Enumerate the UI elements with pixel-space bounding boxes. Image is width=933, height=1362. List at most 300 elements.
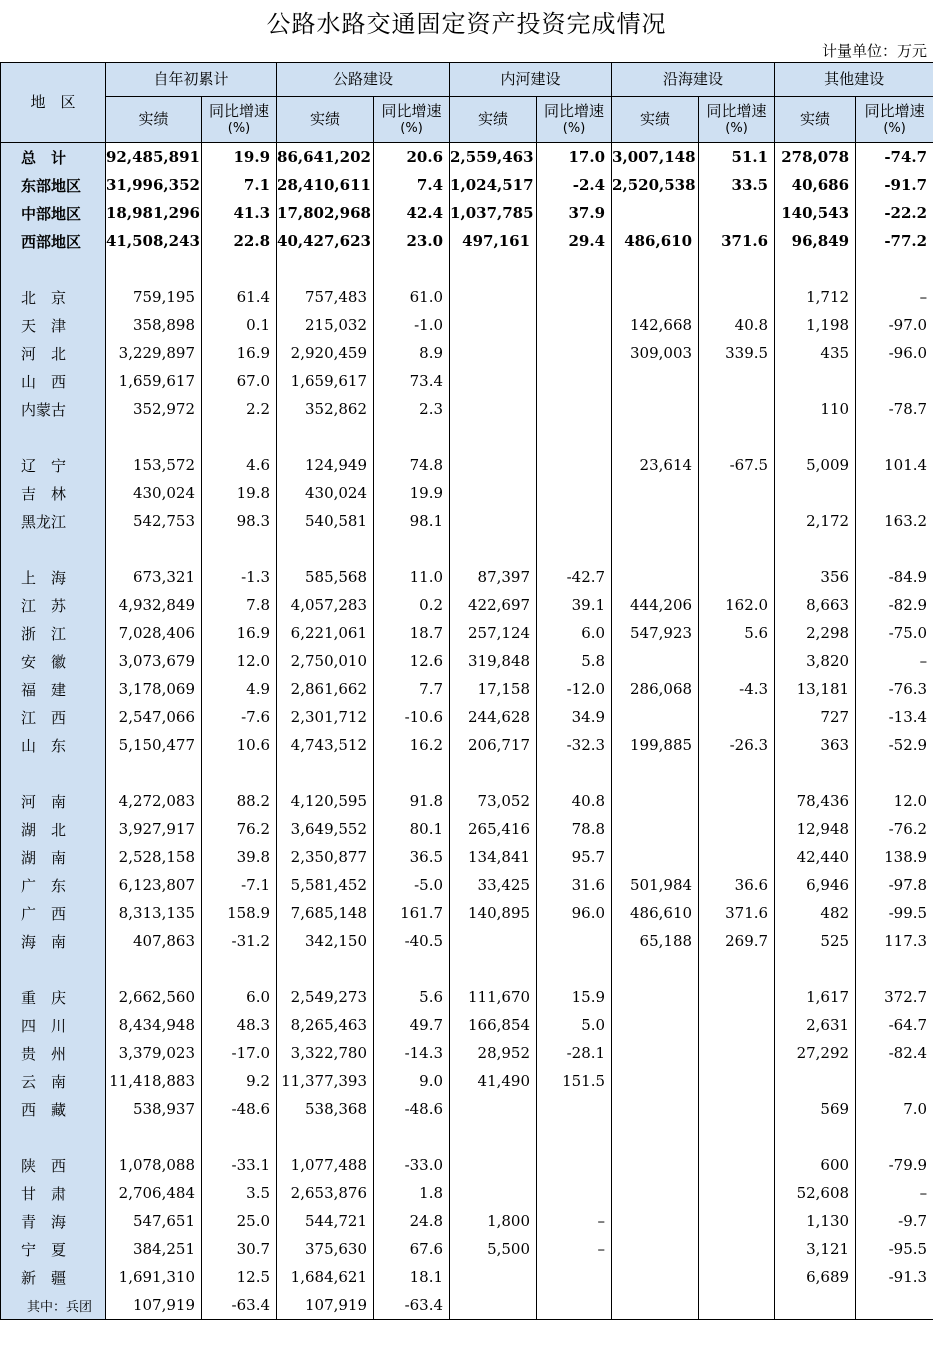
actual-value-cell: 3,322,780: [277, 1039, 374, 1067]
table-row: [1, 703, 933, 731]
header-growth: [537, 97, 612, 143]
growth-value-cell: 12.0: [202, 647, 277, 675]
actual-value-cell: 244,628: [450, 703, 537, 731]
actual-value-cell: 8,313,135: [106, 899, 202, 927]
actual-value-cell: [106, 535, 202, 563]
growth-value-cell: -28.1: [537, 1039, 612, 1067]
region-cell: [1, 423, 106, 451]
table-row: [1, 871, 933, 899]
growth-value-cell: [856, 1123, 933, 1151]
header-growth: [374, 97, 450, 143]
table-row: [1, 927, 933, 955]
growth-value-cell: [374, 423, 450, 451]
growth-value-cell: -13.4: [856, 703, 933, 731]
growth-value-cell: 17.0: [537, 143, 612, 172]
header-growth: [856, 97, 933, 143]
growth-value-cell: 51.1: [699, 143, 775, 172]
actual-value-cell: [775, 535, 856, 563]
actual-value-cell: 107,919: [277, 1291, 374, 1320]
actual-value-cell: 5,500: [450, 1235, 537, 1263]
growth-value-cell: -78.7: [856, 395, 933, 423]
actual-value-cell: 7,685,148: [277, 899, 374, 927]
header-actual: 实绩: [775, 97, 856, 143]
growth-value-cell: [537, 451, 612, 479]
actual-value-cell: 6,221,061: [277, 619, 374, 647]
growth-value-cell: [537, 927, 612, 955]
actual-value-cell: 547,923: [612, 619, 699, 647]
region-cell: 重 庆: [1, 983, 106, 1011]
actual-value-cell: 8,434,948: [106, 1011, 202, 1039]
header-group-inland: 内河建设: [450, 63, 612, 97]
table-row: [1, 899, 933, 927]
growth-value-cell: -9.7: [856, 1207, 933, 1235]
header-actual: 实绩: [450, 97, 537, 143]
region-cell: 黑龙江: [1, 507, 106, 535]
actual-value-cell: 142,668: [612, 311, 699, 339]
growth-value-cell: 5.0: [537, 1011, 612, 1039]
actual-value-cell: [612, 703, 699, 731]
growth-value-cell: [537, 1291, 612, 1320]
table-row: [1, 479, 933, 507]
actual-value-cell: 600: [775, 1151, 856, 1179]
region-cell: 安 徽: [1, 647, 106, 675]
actual-value-cell: 111,670: [450, 983, 537, 1011]
growth-value-cell: 7.0: [856, 1095, 933, 1123]
table-row: [1, 1263, 933, 1291]
table-row: [1, 227, 933, 255]
growth-value-cell: 5.6: [699, 619, 775, 647]
growth-value-cell: 16.2: [374, 731, 450, 759]
investment-table: [0, 62, 933, 1320]
growth-value-cell: -91.3: [856, 1263, 933, 1291]
growth-value-cell: 2.2: [202, 395, 277, 423]
actual-value-cell: 2,631: [775, 1011, 856, 1039]
header-growth-label: 同比增速: [381, 101, 442, 120]
actual-value-cell: 486,610: [612, 899, 699, 927]
actual-value-cell: 1,037,785: [450, 199, 537, 227]
growth-value-cell: [856, 367, 933, 395]
actual-value-cell: 12,948: [775, 815, 856, 843]
actual-value-cell: 482: [775, 899, 856, 927]
growth-value-cell: 96.0: [537, 899, 612, 927]
actual-value-cell: [775, 479, 856, 507]
growth-value-cell: 18.7: [374, 619, 450, 647]
region-cell: 浙 江: [1, 619, 106, 647]
actual-value-cell: [450, 759, 537, 787]
growth-value-cell: [699, 1179, 775, 1207]
actual-value-cell: [612, 255, 699, 283]
growth-value-cell: 80.1: [374, 815, 450, 843]
growth-value-cell: [537, 1095, 612, 1123]
growth-value-cell: [537, 507, 612, 535]
actual-value-cell: 363: [775, 731, 856, 759]
growth-value-cell: [856, 1291, 933, 1320]
growth-value-cell: [537, 1179, 612, 1207]
actual-value-cell: [612, 815, 699, 843]
header-growth-unit: (%): [400, 120, 423, 136]
growth-value-cell: [856, 759, 933, 787]
actual-value-cell: 286,068: [612, 675, 699, 703]
growth-value-cell: 101.4: [856, 451, 933, 479]
actual-value-cell: [612, 647, 699, 675]
actual-value-cell: [450, 1179, 537, 1207]
actual-value-cell: [277, 535, 374, 563]
actual-value-cell: 28,410,611: [277, 171, 374, 199]
actual-value-cell: 6,689: [775, 1263, 856, 1291]
growth-value-cell: [537, 339, 612, 367]
growth-value-cell: 39.1: [537, 591, 612, 619]
growth-value-cell: 30.7: [202, 1235, 277, 1263]
growth-value-cell: 12.6: [374, 647, 450, 675]
actual-value-cell: 585,568: [277, 563, 374, 591]
growth-value-cell: -17.0: [202, 1039, 277, 1067]
growth-value-cell: [699, 815, 775, 843]
growth-value-cell: 2.3: [374, 395, 450, 423]
actual-value-cell: 3,820: [775, 647, 856, 675]
growth-value-cell: [699, 983, 775, 1011]
growth-value-cell: [856, 1067, 933, 1095]
growth-value-cell: [699, 1235, 775, 1263]
actual-value-cell: [106, 1123, 202, 1151]
actual-value-cell: 166,854: [450, 1011, 537, 1039]
actual-value-cell: 5,009: [775, 451, 856, 479]
growth-value-cell: 23.0: [374, 227, 450, 255]
growth-value-cell: [699, 1151, 775, 1179]
actual-value-cell: [775, 1291, 856, 1320]
actual-value-cell: [450, 423, 537, 451]
growth-value-cell: [699, 759, 775, 787]
growth-value-cell: 138.9: [856, 843, 933, 871]
growth-value-cell: 40.8: [699, 311, 775, 339]
actual-value-cell: 352,862: [277, 395, 374, 423]
actual-value-cell: 40,427,623: [277, 227, 374, 255]
actual-value-cell: 1,024,517: [450, 171, 537, 199]
actual-value-cell: 384,251: [106, 1235, 202, 1263]
growth-value-cell: 158.9: [202, 899, 277, 927]
actual-value-cell: 319,848: [450, 647, 537, 675]
actual-value-cell: 41,508,243: [106, 227, 202, 255]
actual-value-cell: 4,057,283: [277, 591, 374, 619]
region-cell: 甘 肃: [1, 1179, 106, 1207]
growth-value-cell: [699, 423, 775, 451]
actual-value-cell: 41,490: [450, 1067, 537, 1095]
actual-value-cell: [612, 1291, 699, 1320]
region-cell: 北 京: [1, 283, 106, 311]
actual-value-cell: 3,927,917: [106, 815, 202, 843]
table-row: [1, 367, 933, 395]
growth-value-cell: [856, 255, 933, 283]
growth-value-cell: 36.5: [374, 843, 450, 871]
actual-value-cell: [450, 1291, 537, 1320]
actual-value-cell: [612, 1179, 699, 1207]
actual-value-cell: [450, 1263, 537, 1291]
growth-value-cell: 162.0: [699, 591, 775, 619]
actual-value-cell: [612, 1011, 699, 1039]
page-title: 公路水路交通固定资产投资完成情况: [266, 10, 667, 38]
spacer-row: [1, 423, 933, 451]
table-row: [1, 507, 933, 535]
actual-value-cell: [106, 759, 202, 787]
actual-value-cell: [612, 423, 699, 451]
region-cell: 广 西: [1, 899, 106, 927]
actual-value-cell: 23,614: [612, 451, 699, 479]
table-row: [1, 1151, 933, 1179]
actual-value-cell: 65,188: [612, 927, 699, 955]
header-growth: [699, 97, 775, 143]
table-row: [1, 983, 933, 1011]
actual-value-cell: 2,653,876: [277, 1179, 374, 1207]
growth-value-cell: [699, 647, 775, 675]
actual-value-cell: 11,418,883: [106, 1067, 202, 1095]
actual-value-cell: 759,195: [106, 283, 202, 311]
region-cell: 贵 州: [1, 1039, 106, 1067]
table-row: [1, 591, 933, 619]
actual-value-cell: 430,024: [106, 479, 202, 507]
growth-value-cell: -4.3: [699, 675, 775, 703]
growth-value-cell: –: [537, 1207, 612, 1235]
actual-value-cell: [612, 395, 699, 423]
growth-value-cell: 16.9: [202, 339, 277, 367]
actual-value-cell: 1,078,088: [106, 1151, 202, 1179]
growth-value-cell: [537, 1123, 612, 1151]
actual-value-cell: [277, 759, 374, 787]
growth-value-cell: –: [856, 283, 933, 311]
growth-value-cell: -5.0: [374, 871, 450, 899]
growth-value-cell: 7.7: [374, 675, 450, 703]
actual-value-cell: 73,052: [450, 787, 537, 815]
actual-value-cell: 17,802,968: [277, 199, 374, 227]
header-actual: 实绩: [612, 97, 699, 143]
table-row: [1, 1039, 933, 1067]
actual-value-cell: 2,706,484: [106, 1179, 202, 1207]
growth-value-cell: [537, 255, 612, 283]
growth-value-cell: -40.5: [374, 927, 450, 955]
growth-value-cell: -79.9: [856, 1151, 933, 1179]
region-cell: 总 计: [1, 143, 106, 172]
actual-value-cell: [612, 1095, 699, 1123]
actual-value-cell: [450, 1123, 537, 1151]
growth-value-cell: 6.0: [537, 619, 612, 647]
actual-value-cell: 757,483: [277, 283, 374, 311]
actual-value-cell: [450, 1151, 537, 1179]
header-growth-label: 同比增速: [544, 101, 605, 120]
actual-value-cell: 486,610: [612, 227, 699, 255]
header-growth-unit: (%): [883, 120, 906, 136]
table-row: [1, 1095, 933, 1123]
actual-value-cell: 673,321: [106, 563, 202, 591]
actual-value-cell: 375,630: [277, 1235, 374, 1263]
actual-value-cell: [612, 1067, 699, 1095]
unit-label: 计量单位：万元: [821, 42, 927, 60]
actual-value-cell: 547,651: [106, 1207, 202, 1235]
actual-value-cell: 52,608: [775, 1179, 856, 1207]
table-row: [1, 339, 933, 367]
growth-value-cell: -12.0: [537, 675, 612, 703]
actual-value-cell: 1,691,310: [106, 1263, 202, 1291]
actual-value-cell: 8,663: [775, 591, 856, 619]
growth-value-cell: [699, 1095, 775, 1123]
actual-value-cell: [612, 507, 699, 535]
growth-value-cell: -63.4: [374, 1291, 450, 1320]
growth-value-cell: -95.5: [856, 1235, 933, 1263]
table-row: [1, 731, 933, 759]
table-row: [1, 619, 933, 647]
actual-value-cell: 96,849: [775, 227, 856, 255]
table-row: [1, 1291, 933, 1320]
growth-value-cell: [537, 759, 612, 787]
growth-value-cell: 117.3: [856, 927, 933, 955]
actual-value-cell: 3,379,023: [106, 1039, 202, 1067]
growth-value-cell: [856, 955, 933, 983]
actual-value-cell: [277, 955, 374, 983]
actual-value-cell: [612, 1207, 699, 1235]
actual-value-cell: [450, 283, 537, 311]
growth-value-cell: 269.7: [699, 927, 775, 955]
region-cell: 吉 林: [1, 479, 106, 507]
actual-value-cell: 544,721: [277, 1207, 374, 1235]
actual-value-cell: 2,549,273: [277, 983, 374, 1011]
actual-value-cell: [612, 1151, 699, 1179]
growth-value-cell: -97.0: [856, 311, 933, 339]
actual-value-cell: 2,547,066: [106, 703, 202, 731]
actual-value-cell: 8,265,463: [277, 1011, 374, 1039]
growth-value-cell: 10.6: [202, 731, 277, 759]
growth-value-cell: [202, 955, 277, 983]
table-row: [1, 199, 933, 227]
growth-value-cell: [537, 479, 612, 507]
growth-value-cell: 98.3: [202, 507, 277, 535]
actual-value-cell: 13,181: [775, 675, 856, 703]
actual-value-cell: 18,981,296: [106, 199, 202, 227]
actual-value-cell: 2,350,877: [277, 843, 374, 871]
actual-value-cell: 4,932,849: [106, 591, 202, 619]
growth-value-cell: -33.1: [202, 1151, 277, 1179]
growth-value-cell: 0.2: [374, 591, 450, 619]
spacer-row: [1, 535, 933, 563]
region-cell: 西部地区: [1, 227, 106, 255]
region-cell: 山 西: [1, 367, 106, 395]
growth-value-cell: -7.6: [202, 703, 277, 731]
growth-value-cell: 78.8: [537, 815, 612, 843]
growth-value-cell: [374, 1123, 450, 1151]
actual-value-cell: 2,172: [775, 507, 856, 535]
actual-value-cell: [612, 199, 699, 227]
growth-value-cell: 5.6: [374, 983, 450, 1011]
actual-value-cell: 3,649,552: [277, 815, 374, 843]
table-row: [1, 451, 933, 479]
growth-value-cell: [537, 367, 612, 395]
region-cell: 湖 北: [1, 815, 106, 843]
growth-value-cell: 24.8: [374, 1207, 450, 1235]
actual-value-cell: 4,743,512: [277, 731, 374, 759]
region-cell: 广 东: [1, 871, 106, 899]
actual-value-cell: 727: [775, 703, 856, 731]
growth-value-cell: 41.3: [202, 199, 277, 227]
table-row: [1, 843, 933, 871]
actual-value-cell: [775, 759, 856, 787]
actual-value-cell: [450, 1095, 537, 1123]
actual-value-cell: 11,377,393: [277, 1067, 374, 1095]
growth-value-cell: -82.9: [856, 591, 933, 619]
actual-value-cell: 358,898: [106, 311, 202, 339]
region-cell: 山 东: [1, 731, 106, 759]
growth-value-cell: 40.8: [537, 787, 612, 815]
growth-value-cell: 5.8: [537, 647, 612, 675]
growth-value-cell: [374, 535, 450, 563]
growth-value-cell: 73.4: [374, 367, 450, 395]
actual-value-cell: 3,229,897: [106, 339, 202, 367]
growth-value-cell: 33.5: [699, 171, 775, 199]
growth-value-cell: 29.4: [537, 227, 612, 255]
actual-value-cell: 309,003: [612, 339, 699, 367]
growth-value-cell: [699, 703, 775, 731]
growth-value-cell: [699, 367, 775, 395]
growth-value-cell: [856, 479, 933, 507]
growth-value-cell: 11.0: [374, 563, 450, 591]
actual-value-cell: 497,161: [450, 227, 537, 255]
growth-value-cell: [537, 1263, 612, 1291]
header-growth-unit: (%): [227, 120, 251, 136]
growth-value-cell: 48.3: [202, 1011, 277, 1039]
actual-value-cell: 2,861,662: [277, 675, 374, 703]
growth-value-cell: [537, 423, 612, 451]
actual-value-cell: 501,984: [612, 871, 699, 899]
growth-value-cell: 67.6: [374, 1235, 450, 1263]
actual-value-cell: 33,425: [450, 871, 537, 899]
actual-value-cell: 2,559,463: [450, 143, 537, 172]
growth-value-cell: 6.0: [202, 983, 277, 1011]
actual-value-cell: 206,717: [450, 731, 537, 759]
growth-value-cell: 19.9: [374, 479, 450, 507]
actual-value-cell: 2,520,538: [612, 171, 699, 199]
actual-value-cell: 5,150,477: [106, 731, 202, 759]
growth-value-cell: 49.7: [374, 1011, 450, 1039]
actual-value-cell: 2,298: [775, 619, 856, 647]
growth-value-cell: 0.1: [202, 311, 277, 339]
header-group-other: 其他建设: [775, 63, 933, 97]
region-cell: 云 南: [1, 1067, 106, 1095]
table-row: [1, 1207, 933, 1235]
actual-value-cell: 540,581: [277, 507, 374, 535]
actual-value-cell: 215,032: [277, 311, 374, 339]
growth-value-cell: [202, 759, 277, 787]
actual-value-cell: 86,641,202: [277, 143, 374, 172]
growth-value-cell: [537, 395, 612, 423]
header-growth: [202, 97, 277, 143]
region-cell: [1, 955, 106, 983]
actual-value-cell: 1,130: [775, 1207, 856, 1235]
actual-value-cell: [612, 1235, 699, 1263]
actual-value-cell: 4,120,595: [277, 787, 374, 815]
actual-value-cell: 422,697: [450, 591, 537, 619]
actual-value-cell: [612, 1263, 699, 1291]
growth-value-cell: [537, 535, 612, 563]
growth-value-cell: [699, 283, 775, 311]
actual-value-cell: 6,946: [775, 871, 856, 899]
growth-value-cell: 34.9: [537, 703, 612, 731]
region-cell: 其中：兵团: [1, 1291, 106, 1320]
growth-value-cell: 371.6: [699, 899, 775, 927]
header-group-cumulative: 自年初累计: [106, 63, 277, 97]
growth-value-cell: [374, 955, 450, 983]
actual-value-cell: 5,581,452: [277, 871, 374, 899]
actual-value-cell: 27,292: [775, 1039, 856, 1067]
actual-value-cell: [277, 255, 374, 283]
growth-value-cell: 12.5: [202, 1263, 277, 1291]
actual-value-cell: 134,841: [450, 843, 537, 871]
growth-value-cell: [699, 1123, 775, 1151]
growth-value-cell: 25.0: [202, 1207, 277, 1235]
